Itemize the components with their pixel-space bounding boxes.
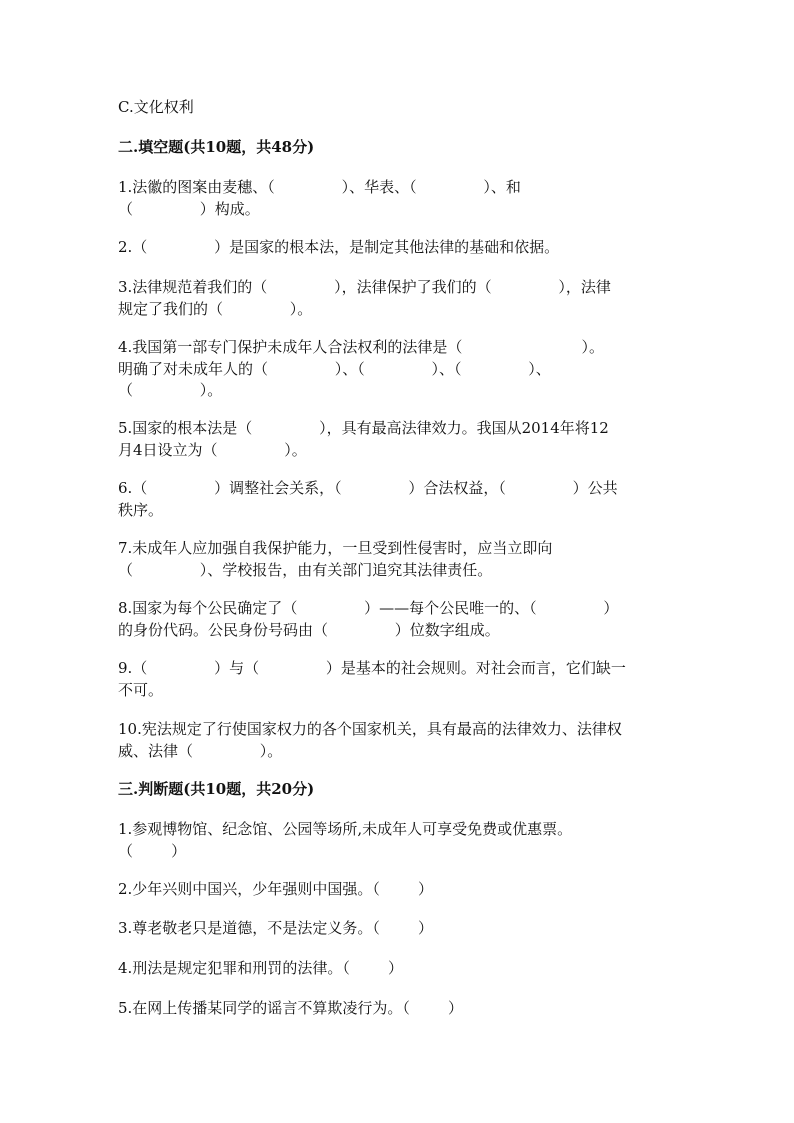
question-line: 威、法律（ ）。: [118, 742, 283, 760]
question-line: 4.我国第一部专门保护未成年人合法权利的法律是（ ）。: [118, 338, 605, 356]
question-line: 月4日设立为（ ）。: [118, 441, 307, 459]
question-line: 明确了对未成年人的（ ）、（ ）、（ ）、: [118, 360, 551, 378]
question-line: 2.少年兴则中国兴，少年强则中国强。（ ）: [118, 880, 433, 898]
option-c: C.文化权利: [118, 98, 194, 116]
question-line: 规定了我们的（ ）。: [118, 300, 313, 318]
question-line: 的身份代码。公民身份号码由（ ）位数字组成。: [118, 621, 500, 639]
question-line: 10.宪法规定了行使国家权力的各个国家机关，具有最高的法律效力、法律权: [118, 720, 622, 738]
question-line: 7.未成年人应加强自我保护能力，一旦受到性侵害时，应当立即向: [118, 539, 553, 557]
question-line: 不可。: [118, 681, 164, 699]
question-line: 5.在网上传播某同学的谣言不算欺凌行为。（ ）: [118, 999, 463, 1017]
question-line: 1.法徽的图案由麦穗、（ ）、华表、（ ）、和: [118, 178, 521, 196]
question-line: 4.刑法是规定犯罪和刑罚的法律。（ ）: [118, 959, 403, 977]
section-heading-true-false: 三.判断题(共10题，共20分): [118, 780, 315, 798]
question-line: 8.国家为每个公民确定了（ ）——每个公民唯一的、（ ）: [118, 599, 619, 617]
question-line: 3.尊老敬老只是道德，不是法定义务。（ ）: [118, 919, 433, 937]
question-line: 6.（ ）调整社会关系，（ ）合法权益，（ ）公共: [118, 479, 618, 497]
question-line: 秩序。: [118, 501, 164, 519]
question-line: 1.参观博物馆、纪念馆、公园等场所,未成年人可享受免费或优惠票。: [118, 820, 573, 838]
section-heading-fill-blank: 二.填空题(共10题，共48分): [118, 138, 315, 156]
question-line: 3.法律规范着我们的（ ），法律保护了我们的（ ），法律: [118, 278, 611, 296]
question-line: 5.国家的根本法是（ ），具有最高法律效力。我国从2014年将12: [118, 419, 609, 437]
question-line: 2.（ ）是国家的根本法，是制定其他法律的基础和依据。: [118, 238, 560, 256]
question-line: （ ）: [118, 842, 187, 860]
question-line: 9.（ ）与（ ）是基本的社会规则。对社会而言，它们缺一: [118, 659, 626, 677]
question-line: （ ）、学校报告，由有关部门追究其法律责任。: [118, 561, 493, 579]
question-line: （ ）构成。: [118, 200, 260, 218]
question-line: （ ）。: [118, 381, 223, 399]
